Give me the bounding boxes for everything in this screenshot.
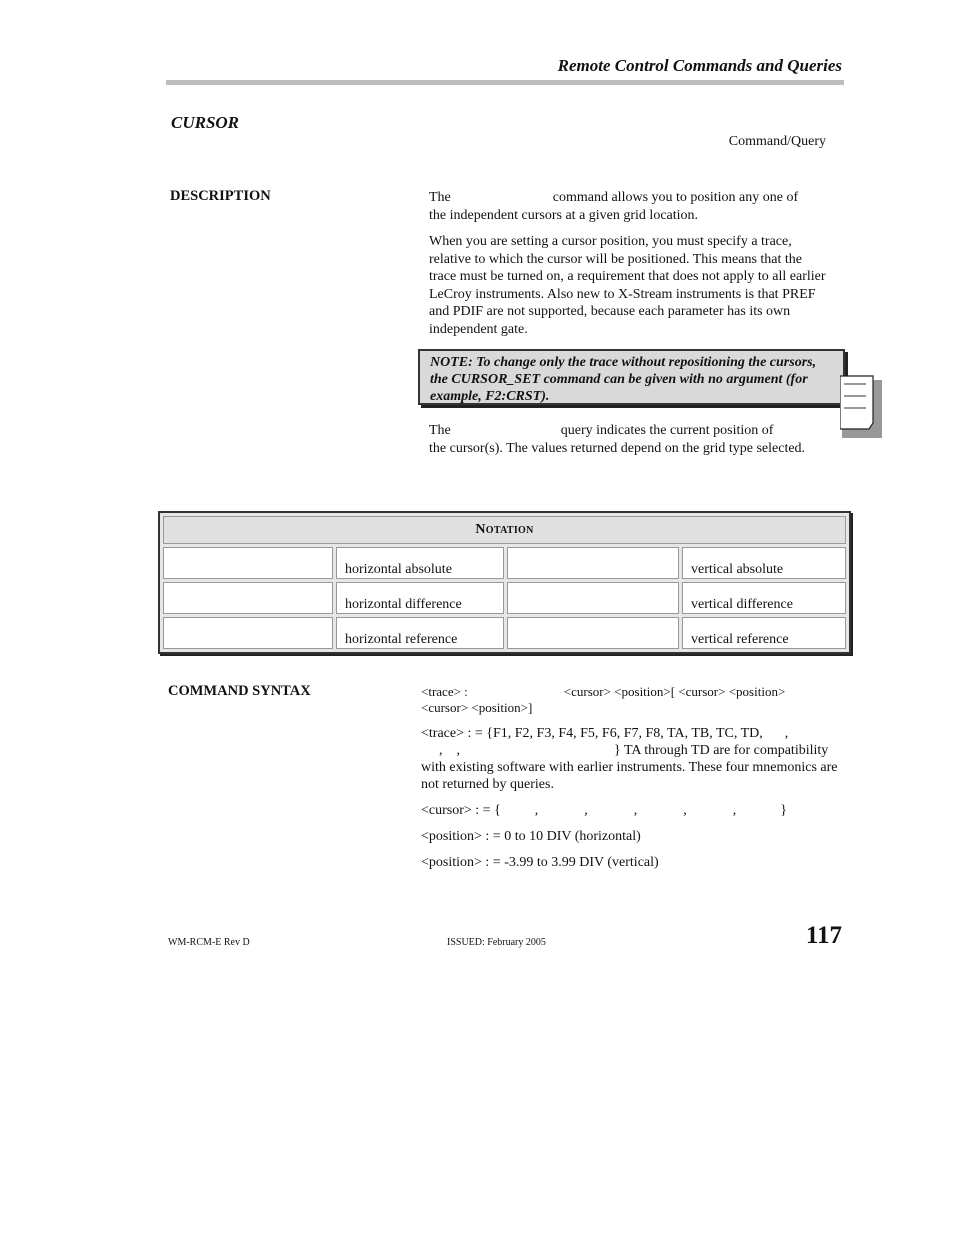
separator: , — [439, 743, 443, 758]
position-horizontal: <position> : = 0 to 10 DIV (horizontal) — [421, 829, 641, 844]
text-independent-cursors: the independent cursors at a given grid location. — [429, 207, 699, 223]
separator: } — [780, 803, 788, 818]
notation-cell: vertical absolute — [682, 547, 846, 579]
description-paragraph-1 — [429, 189, 829, 224]
syntax-cursor-position: <cursor> <position>[ <cursor> <position> — [563, 684, 786, 699]
separator: , — [784, 726, 789, 741]
mnemonic-cell — [507, 582, 679, 614]
notepad-icon — [840, 372, 884, 440]
description-paragraph-2: When you are setting a cursor position, you must specify a trace, relative to which the cursor will be positioned. This means that the trace must be turned on, a requirement that does not apply to all earlier LeCroy instruments. Also new to X-Stream instruments is that PREF and PDIF are not supported, because each parameter has its own independent gate. — [429, 234, 826, 337]
text-cursor-values: the cursor(s). The values returned depend on the grid type selected. — [429, 440, 806, 456]
trace-compatibility-note: } TA through TD are for compatibility with existing software with earlier instruments. These four mnemonics are not returned by queries. — [421, 743, 838, 792]
cursor-definition — [421, 802, 846, 819]
separator: , — [732, 803, 737, 818]
trace-list: <trace> : = {F1, F2, F3, F4, F5, F6, F7, F8, TA, TB, TC, TD, — [421, 726, 763, 741]
notation-cell: horizontal difference — [336, 582, 504, 614]
notation-table — [158, 511, 851, 654]
description-label: DESCRIPTION — [170, 188, 271, 204]
page-number: 117 — [805, 922, 842, 949]
footer-issued: ISSUED: February 2005 — [447, 937, 546, 948]
separator: , — [584, 803, 588, 818]
description-text — [429, 189, 829, 347]
notation-cell: horizontal reference — [336, 617, 504, 649]
text-the: The — [429, 190, 451, 205]
mnemonic-cell — [507, 547, 679, 579]
syntax-trace: <trace> : — [421, 684, 468, 699]
notation-cell: vertical difference — [682, 582, 846, 614]
text-the-query: The — [429, 423, 451, 438]
table-row — [163, 547, 846, 579]
header-rule — [166, 80, 844, 85]
syntax-line — [421, 684, 846, 716]
notation-cell: vertical reference — [682, 617, 846, 649]
command-type: Command/Query — [728, 134, 826, 149]
notation-cell: horizontal absolute — [336, 547, 504, 579]
mnemonic-cell — [163, 547, 333, 579]
trace-definition — [421, 725, 846, 793]
note-box — [418, 349, 845, 405]
mnemonic-cell — [163, 582, 333, 614]
position-vertical: <position> : = -3.99 to 3.99 DIV (vertical) — [421, 855, 659, 870]
separator: , — [683, 803, 687, 818]
note-text: NOTE: To change only the trace without repositioning the cursors, the CURSOR_SET command can be given with no argument (for example, F2:CRST). — [430, 355, 817, 404]
separator: , — [456, 743, 460, 758]
notation-title: Notation — [163, 516, 846, 544]
table-row — [163, 582, 846, 614]
text-query-indicates: query indicates the current position of — [560, 423, 774, 438]
command-syntax-label: COMMAND SYNTAX — [168, 683, 311, 699]
running-header: Remote Control Commands and Queries — [557, 56, 842, 75]
separator: , — [534, 803, 539, 818]
text-command-allows: command allows you to position any one of — [552, 190, 799, 205]
cursor-list: <cursor> : = { — [421, 803, 501, 818]
mnemonic-cell — [163, 617, 333, 649]
table-row — [163, 617, 846, 649]
command-syntax-text — [421, 684, 846, 880]
syntax-cursor-position-end: <cursor> <position>] — [421, 700, 533, 715]
query-text — [429, 422, 809, 457]
mnemonic-cell — [507, 617, 679, 649]
section-title: CURSOR — [171, 113, 240, 132]
footer-doc-id: WM-RCM-E Rev D — [168, 937, 250, 948]
separator: , — [633, 803, 638, 818]
